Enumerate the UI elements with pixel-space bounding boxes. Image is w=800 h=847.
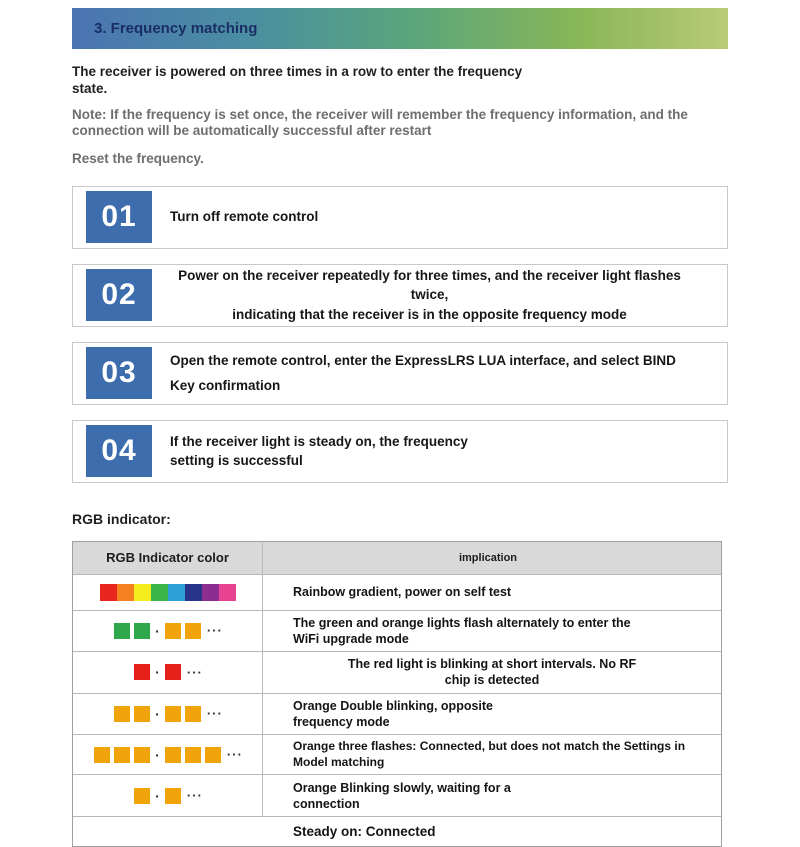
step-1-line-1: Turn off remote control xyxy=(170,209,319,225)
step-3-line-1: Open the remote control, enter the ExpressLRS LUA interface, and select BIND xyxy=(170,352,676,368)
orange-double-blink-pattern: · ··· xyxy=(112,706,223,722)
orange-double-row-text xyxy=(263,694,721,735)
step-2 xyxy=(72,264,728,327)
intro-bold-line-2: state. xyxy=(72,80,108,96)
intro-note-text xyxy=(72,107,728,140)
step-3-text xyxy=(170,351,676,396)
orange-triple-pattern-cell xyxy=(73,735,263,774)
step-3-number: 03 xyxy=(86,347,152,399)
step-4 xyxy=(72,420,728,483)
table-row-red xyxy=(73,651,721,693)
orange-double-line-2: frequency mode xyxy=(293,714,390,729)
orange-double-line-1: Orange Double blinking, opposite xyxy=(293,698,494,713)
step-4-line-1: If the receiver light is steady on, the frequency xyxy=(170,433,468,449)
table-footer-row xyxy=(73,816,721,846)
intro-note-line-2: connection will be automatically successful after restart xyxy=(72,123,432,139)
red-pattern-cell xyxy=(73,652,263,693)
green-orange-line-2: WiFi upgrade mode xyxy=(293,631,409,646)
step-1 xyxy=(72,186,728,249)
orange-slow-blink-pattern: · ··· xyxy=(132,788,203,804)
rainbow-row-line-1: Rainbow gradient, power on self test xyxy=(293,585,512,600)
red-blink-pattern: · ··· xyxy=(132,664,203,680)
manual-page xyxy=(72,0,728,847)
section-title: 3. Frequency matching xyxy=(94,20,258,37)
steady-on-text: Steady on: Connected xyxy=(293,824,436,840)
rgb-indicator-heading: RGB indicator: xyxy=(72,510,171,527)
header-cell-implication: implication xyxy=(458,551,518,564)
orange-triple-line-1: Orange three flashes: Connected, but does not match the Settings in xyxy=(293,739,686,754)
orange-slow-pattern-cell xyxy=(73,775,263,816)
green-orange-pattern-cell xyxy=(73,611,263,652)
step-1-number: 01 xyxy=(86,191,152,243)
intro-bold-text xyxy=(72,64,728,98)
green-orange-line-1: The green and orange lights flash alternately to enter the xyxy=(293,615,631,630)
step-2-line-1: Power on the receiver repeatedly for three times, and the receiver light flashes twice, xyxy=(178,267,681,303)
rainbow-strip-cell xyxy=(73,575,263,610)
orange-slow-line-1: Orange Blinking slowly, waiting for a xyxy=(293,780,511,795)
section-banner xyxy=(72,8,728,49)
table-row-orange-double xyxy=(73,693,721,735)
orange-triple-row-text xyxy=(263,735,721,774)
rgb-indicator-table xyxy=(72,541,722,847)
table-row-green-orange xyxy=(73,610,721,652)
header-cell-color: RGB Indicator color xyxy=(73,542,263,574)
orange-slow-row-text xyxy=(263,775,721,816)
red-row-line-1: The red light is blinking at short intervals. No RF xyxy=(347,657,637,672)
orange-triple-blink-pattern: · ··· xyxy=(92,747,243,763)
step-4-text xyxy=(170,432,468,471)
step-4-line-2: setting is successful xyxy=(170,453,303,469)
step-3 xyxy=(72,342,728,405)
orange-slow-line-2: connection xyxy=(293,796,360,811)
rainbow-row-text xyxy=(263,575,721,610)
table-row-orange-slow xyxy=(73,774,721,816)
table-header-row xyxy=(73,542,721,574)
reset-frequency-text: Reset the frequency. xyxy=(72,150,204,166)
green-orange-row-text xyxy=(263,611,721,652)
step-1-text xyxy=(170,207,318,227)
green-orange-blink-pattern: · ··· xyxy=(112,623,223,639)
red-row-line-2: chip is detected xyxy=(444,673,540,688)
red-row-text xyxy=(263,652,721,693)
step-3-line-2: Key confirmation xyxy=(170,378,281,394)
step-2-line-2: indicating that the receiver is in the opposite frequency mode xyxy=(232,306,627,322)
orange-triple-line-2: Model matching xyxy=(293,754,385,769)
table-row-orange-triple xyxy=(73,734,721,774)
intro-note-line-1: Note: If the frequency is set once, the receiver will remember the frequency information, and the xyxy=(72,106,688,122)
step-4-number: 04 xyxy=(86,425,152,477)
table-row-rainbow xyxy=(73,574,721,610)
rainbow-gradient-swatch xyxy=(100,584,236,601)
intro-bold-line-1: The receiver is powered on three times in a row to enter the frequency xyxy=(72,64,523,79)
step-2-number: 02 xyxy=(86,269,152,321)
orange-double-pattern-cell xyxy=(73,694,263,735)
step-2-text xyxy=(162,266,697,325)
